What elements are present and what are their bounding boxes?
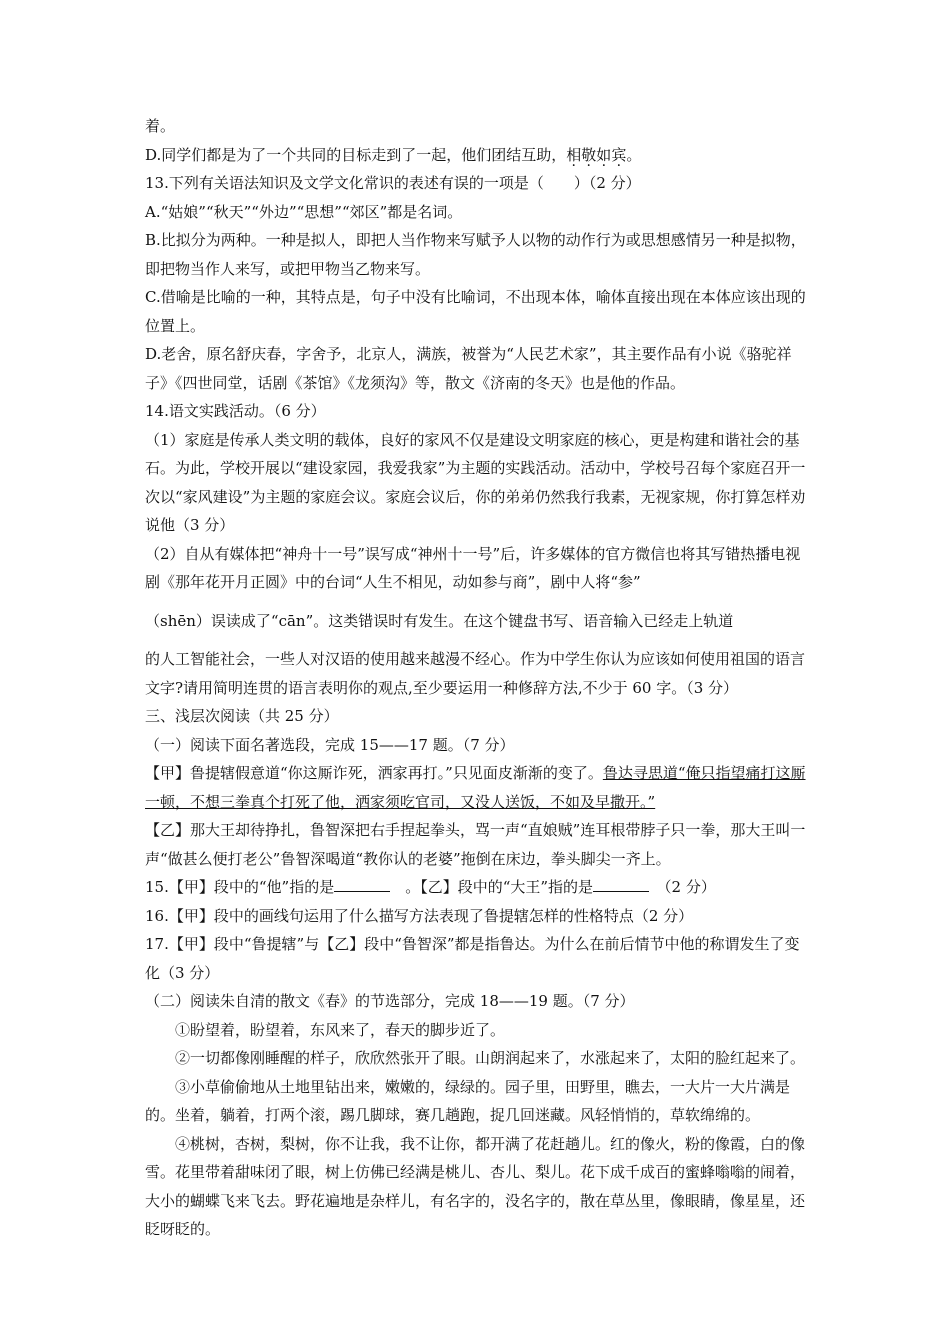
question-14-part-2: （2）自从有媒体把“神舟十一号”误写成“神州十一号”后，许多媒体的官方微信也将其写错热播电视剧《那年花开月正圆》中的台词“人生不相见，动如参与商”，剧中人将“参”: [145, 544, 801, 591]
option-text-end: 。: [626, 145, 642, 164]
question-14-part-2-cont: 的人工智能社会，一些人对汉语的使用越来越漫不经心。作为中学生你认为应该如何使用祖国的语言文字?请用简明连贯的语言表明你的观点,至少要运用一种修辞方法,不少于 60 字。（3 分）: [145, 650, 806, 697]
emphasis-char: 如: [596, 145, 612, 164]
option-b: B.比拟分为两种。一种是拟人，即把人当作物来写赋予人以物的动作行为或思想感情另一种是拟物，即把物当作人来写，或把甲物当乙物来写。: [145, 231, 806, 278]
passage-text: 【甲】鲁提辖假意道“你这厮诈死，洒家再打。”只见面皮渐渐的变了。: [145, 764, 603, 782]
section-heading: 三、浅层次阅读（共 25 分）: [145, 707, 339, 725]
question-score: （2 分）: [649, 878, 716, 896]
question-14-part-1: （1）家庭是传承人类文明的载体，良好的家风不仅是建设文明家庭的核心，更是构建和谐社会的基石。为此，学校开展以“建设家园，我爱我家”为主题的实践活动。活动中，学校号召每个家庭召开一次以“家风建设”为主题的家庭会议。家庭会议后，你的弟弟仍然我行我素，无视家规，你打算怎样劝说他（3 分）: [145, 430, 806, 534]
paragraph-1: ①盼望着，盼望着，东风来了，春天的脚步近了。: [175, 1020, 506, 1039]
text-line: 着。: [145, 117, 176, 135]
question-14: 14.语文实践活动。（6 分）: [145, 402, 326, 420]
option-d: D.老舍，原名舒庆春，字舍予，北京人，满族，被誉为“人民艺术家”，其主要作品有小说《骆驼祥子》《四世同堂，话剧《茶馆》《龙须沟》等，散文《济南的冬天》也是他的作品。: [145, 345, 792, 392]
paragraph-3: ③小草偷偷地从土地里钻出来，嫩嫩的，绿绿的。园子里，田野里，瞧去，一大片一大片满是的。坐着，躺着，打两个滚，踢几脚球，赛几趟跑，捉几回迷藏。风轻悄悄的，草软绵绵的。: [145, 1077, 791, 1124]
paragraph-2: ②一切都像刚睡醒的样子，欣欣然张开了眼。山朗润起来了，水涨起来了，太阳的脸红起来了。: [175, 1049, 806, 1067]
question-text: 15.【甲】段中的“他”指的是: [145, 878, 335, 896]
question-17: 17.【甲】段中“鲁提辖”与【乙】段中“鲁智深”都是指鲁达。为什么在前后情节中他的称谓发生了变化（3 分）: [145, 935, 800, 982]
reading-intro: （一）阅读下面名著选段，完成 15——17 题。（7 分）: [145, 735, 515, 754]
emphasis-char: 宾: [611, 145, 627, 164]
paragraph-4: ④桃树，杏树，梨树，你不让我，我不让你，都开满了花赶趟儿。红的像火，粉的像霞，白的像雪。花里带着甜味闭了眼，树上仿佛已经满是桃儿、杏儿、梨儿。花下成千成百的蜜蜂嗡嗡的闹着，大小的蝴蝶飞来飞去。野花遍地是杂样儿，有名字的，没名字的，散在草丛里，像眼睛，像星星，还眨呀眨的。: [145, 1134, 806, 1238]
answer-blank[interactable]: [593, 875, 649, 892]
question-13: 13.下列有关语法知识及文学文化常识的表述有误的一项是（ ）（2 分）: [145, 174, 641, 192]
emphasis-char: 相: [566, 145, 582, 164]
passage-yi: 【乙】那大王却待挣扎，鲁智深把右手捏起拳头，骂一声“直娘贼”连耳根带脖子只一拳，那大王叫一声“做甚么便打老公”鲁智深喝道“教你认的老婆”拖倒在床边，拳头脚尖一齐上。: [145, 821, 806, 868]
option-a: A.“姑娘”“秋天”“外边”“思想”“郊区”都是名词。: [145, 202, 463, 221]
question-16: 16.【甲】段中的画线句运用了什么描写方法表现了鲁提辖怎样的性格特点（2 分）: [145, 906, 694, 925]
option-d-q12: [145, 141, 813, 170]
emphasis-char: 敬: [581, 145, 597, 164]
underlined-sentence: 鲁达寻思道“俺只指望痛打这厮一顿，不想三拳真个打死了他，洒家须吃官司，又没人送饭，不如及早撒开。”: [145, 764, 806, 811]
page-content: [145, 112, 813, 1244]
question-15: [145, 873, 813, 902]
reading-intro-2: （二）阅读朱自清的散文《春》的节选部分，完成 18——19 题。（7 分）: [145, 992, 635, 1010]
question-text: 。【乙】段中的“大王”指的是: [390, 878, 594, 896]
question-14-part-2-cont: （shēn）误读成了“cān”。这类错误时有发生。在这个键盘书写、语音输入已经走上轨道: [145, 611, 734, 630]
option-c: C.借喻是比喻的一种，其特点是，句子中没有比喻词，不出现本体，喻体直接出现在本体应该出现的位置上。: [145, 288, 806, 335]
passage-jia: [145, 759, 813, 816]
answer-blank[interactable]: [334, 875, 390, 892]
option-text: D.同学们都是为了一个共同的目标走到了一起，他们团结互助，: [145, 145, 567, 164]
